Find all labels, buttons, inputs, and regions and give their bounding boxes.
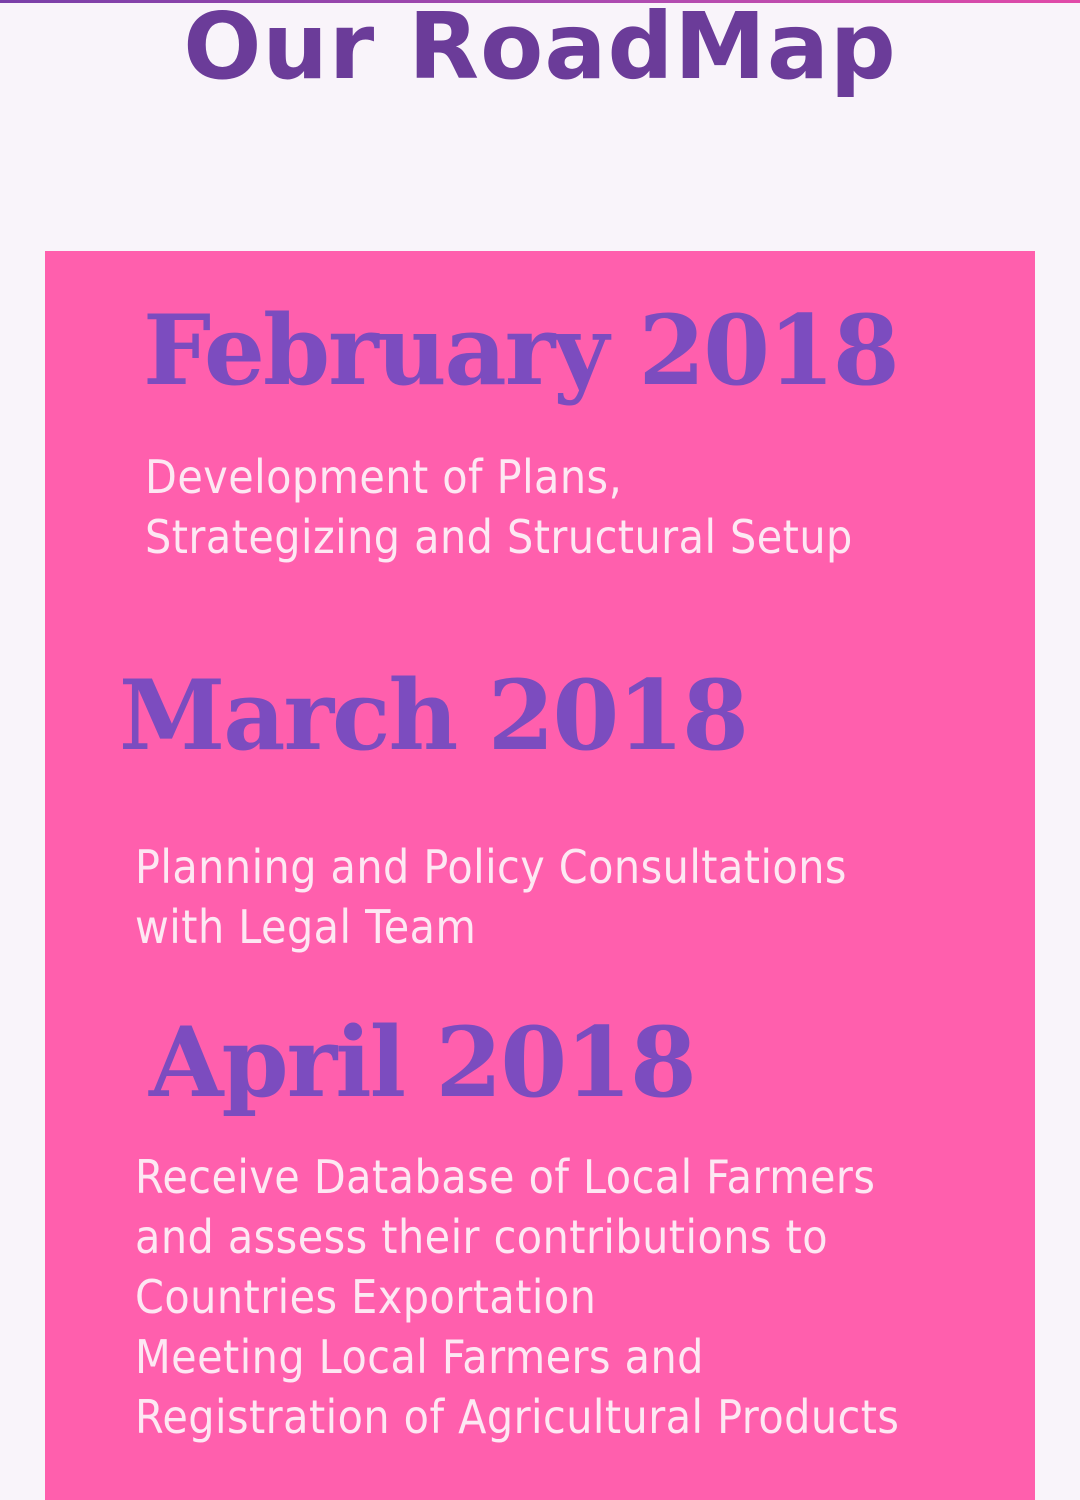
description-line: Meeting Local Farmers and xyxy=(135,1330,704,1384)
milestone-date-april: April 2018 xyxy=(149,1006,695,1119)
roadmap-image xyxy=(45,251,1035,1500)
milestone-date-february: February 2018 xyxy=(143,294,898,407)
milestone-description-april xyxy=(135,1147,899,1447)
page-title: Our RoadMap xyxy=(183,0,897,100)
description-line: and assess their contributions to xyxy=(135,1210,828,1264)
description-line: Planning and Policy Consultations xyxy=(135,840,847,894)
milestone-description-february xyxy=(145,447,853,567)
description-line: with Legal Team xyxy=(135,900,477,954)
description-line: Registration of Agricultural Products xyxy=(135,1390,900,1444)
description-line: Countries Exportation xyxy=(135,1270,597,1324)
milestone-date-march: March 2018 xyxy=(119,659,747,772)
description-line: Receive Database of Local Farmers xyxy=(135,1150,876,1204)
description-line: Strategizing and Structural Setup xyxy=(145,510,853,564)
milestone-description-march xyxy=(135,837,847,957)
description-line: Development of Plans, xyxy=(145,450,623,504)
